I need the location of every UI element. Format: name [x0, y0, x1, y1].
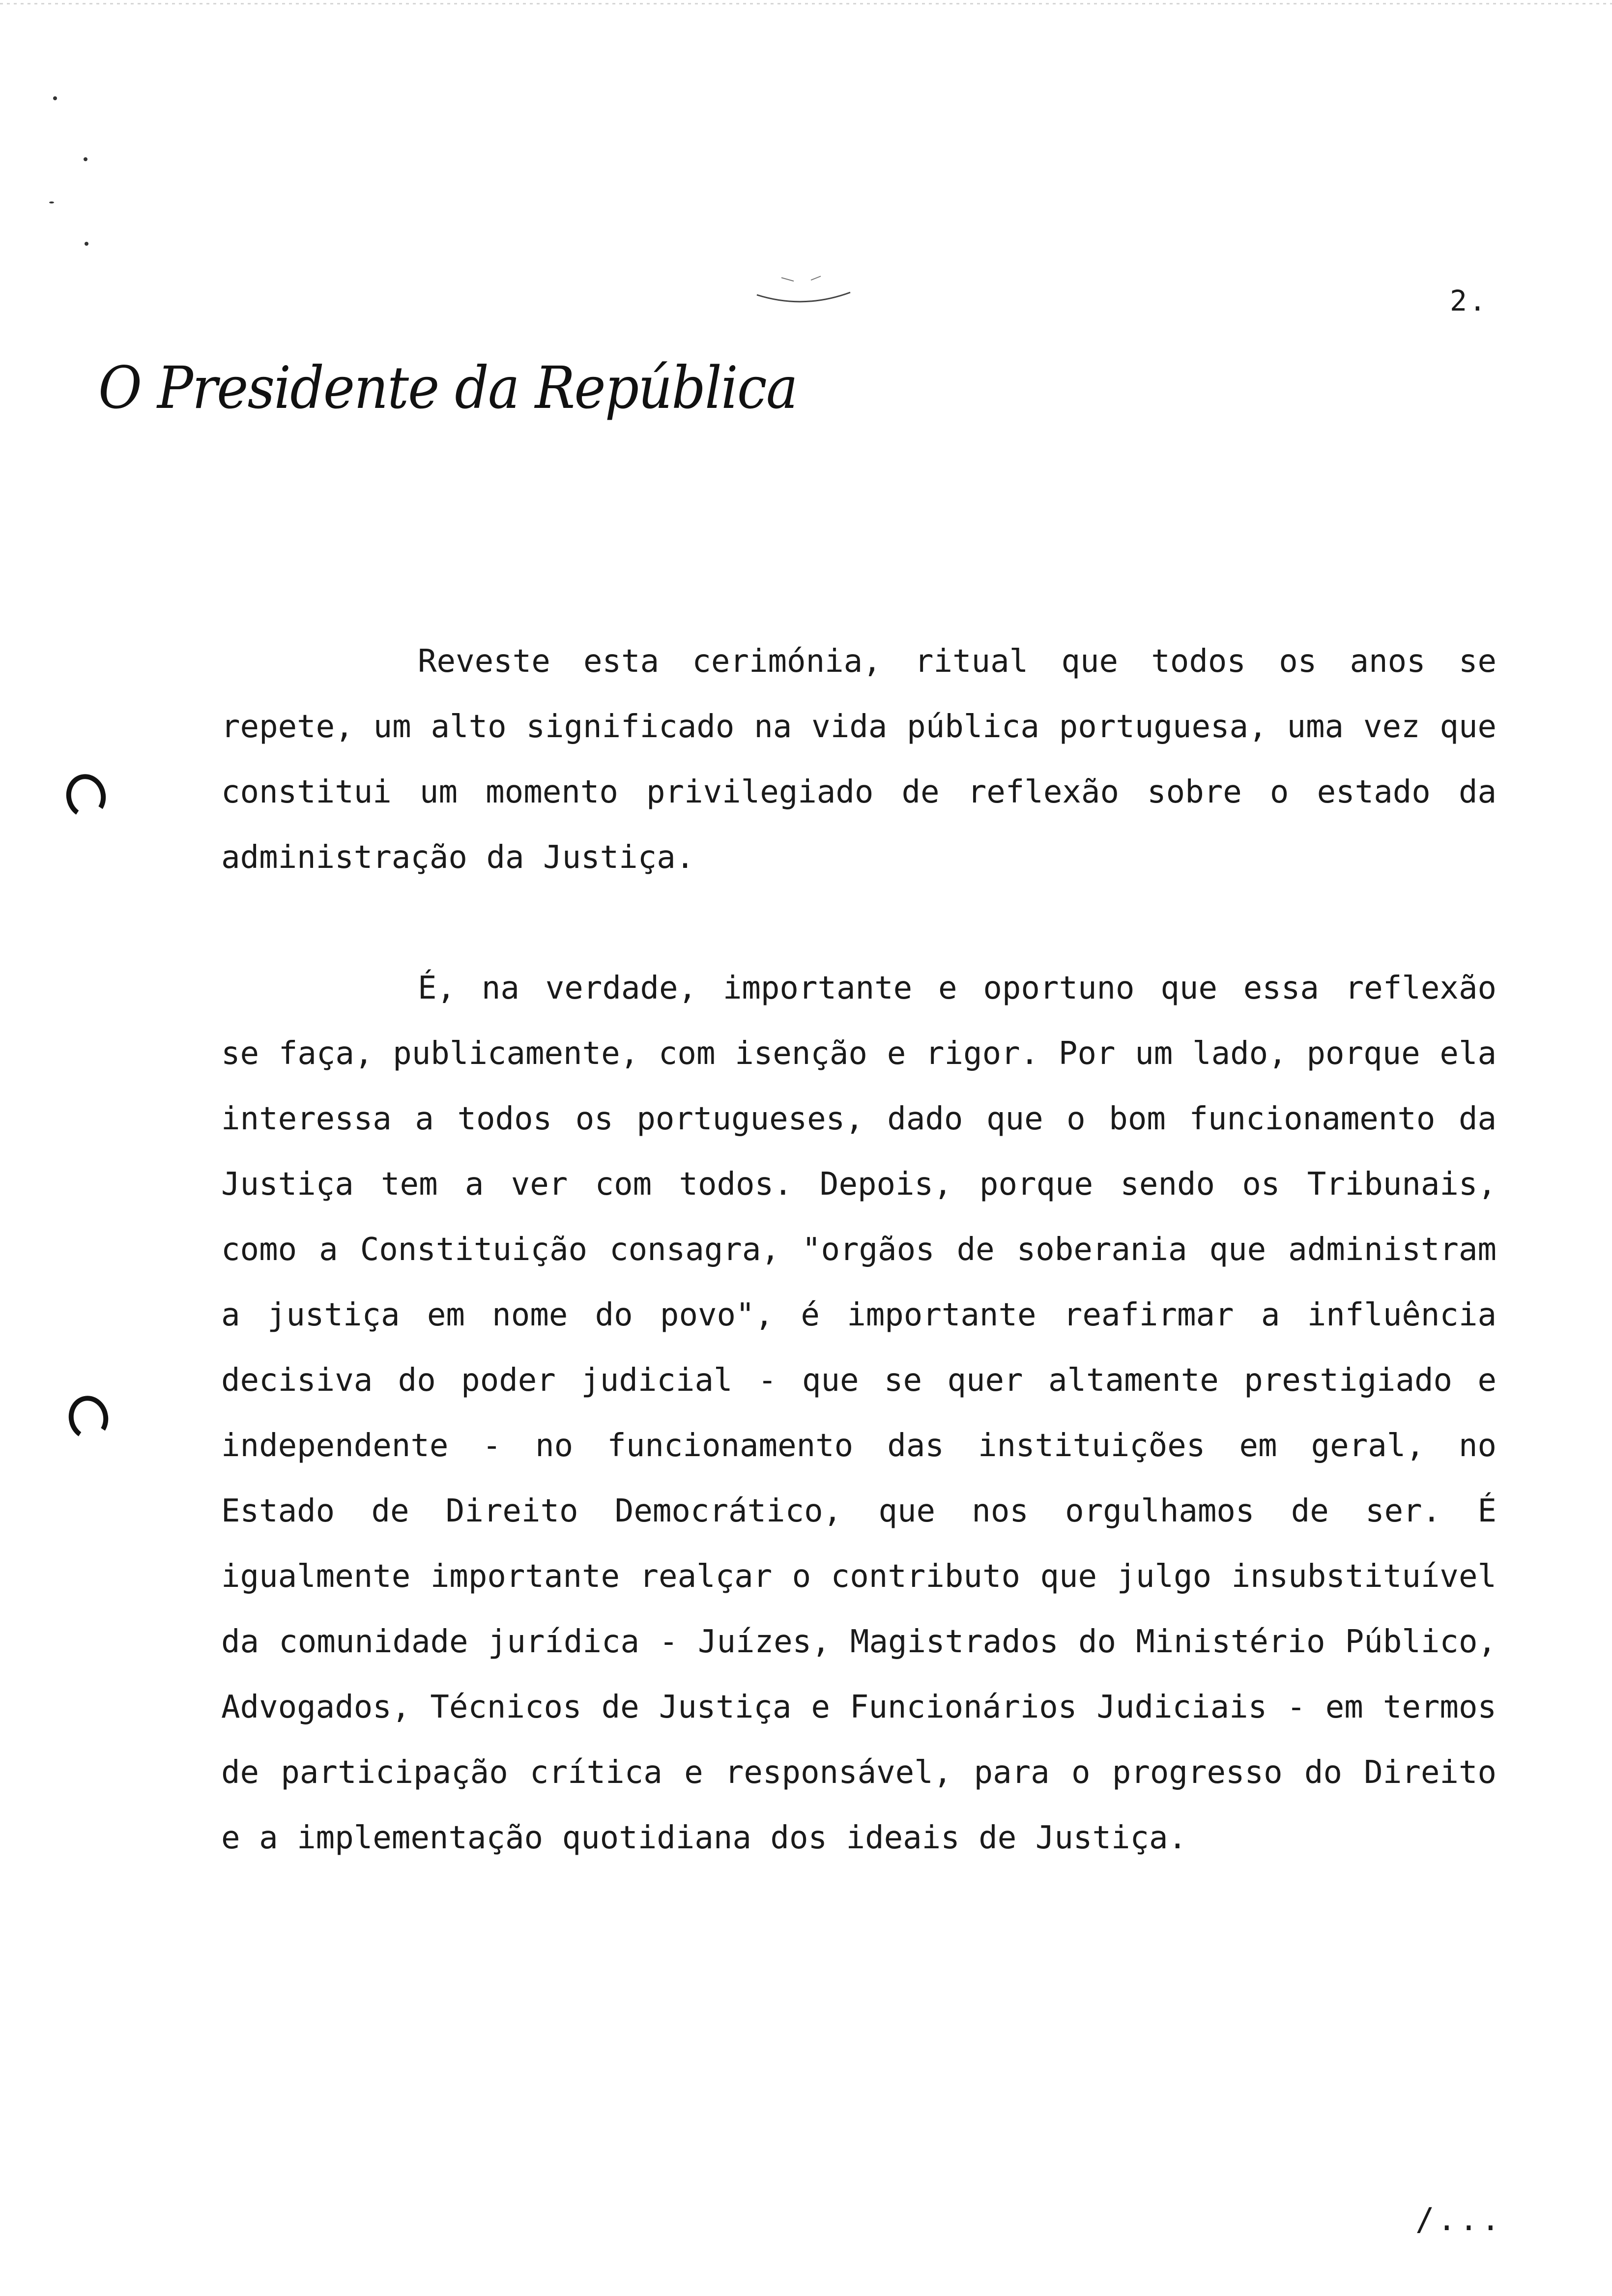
paragraph: Reveste esta cerimónia, ritual que todos os anos se repete, um alto significado na vida pública portuguesa, uma vez que constitui um momento privilegiado de reflexão sobre o estado da administração da Justiça. [221, 643, 1497, 876]
scan-speck [84, 157, 87, 161]
page-number: 2. [1450, 284, 1488, 317]
paragraph: É, na verdade, importante e oportuno que essa reflexão se faça, publicamente, com isenção e rigor. Por um lado, porque ela interessa a todos os portugueses, dado que o bom funcionamento da Justiça tem a ver com todos. Depois, porque sendo os Tribunais, como a Constituição consagra, "orgãos de soberania que administram a justiça em nome do povo", é importante reafirmar a influência decisiva do poder judicial - que se quer altamente prestigiado e independente - no funcionamento das instituições em geral, no Estado de Direito Democrático, que nos orgulhamos de ser. É igualmente importante realçar o contributo que julgo insubstituível da comunidade jurídica - Juízes, Magistrados do Ministério Público, Advogados, Técnicos de Justiça e Funcionários Judiciais - em termos de participação crítica e responsável, para o progresso do Direito e a implementação quotidiana dos ideais de Justiça. [221, 970, 1497, 1856]
scan-speck [85, 242, 88, 246]
letterhead: O Presidente da República [98, 354, 797, 422]
continuation-mark: /... [1415, 2202, 1503, 2238]
punch-hole [62, 771, 110, 822]
speech-body [221, 629, 1497, 1871]
scan-speck [53, 96, 57, 100]
scan-speck [49, 201, 54, 203]
scan-top-edge [0, 3, 1612, 4]
faint-stamp-mark [747, 265, 860, 310]
punch-hole [65, 1392, 113, 1444]
